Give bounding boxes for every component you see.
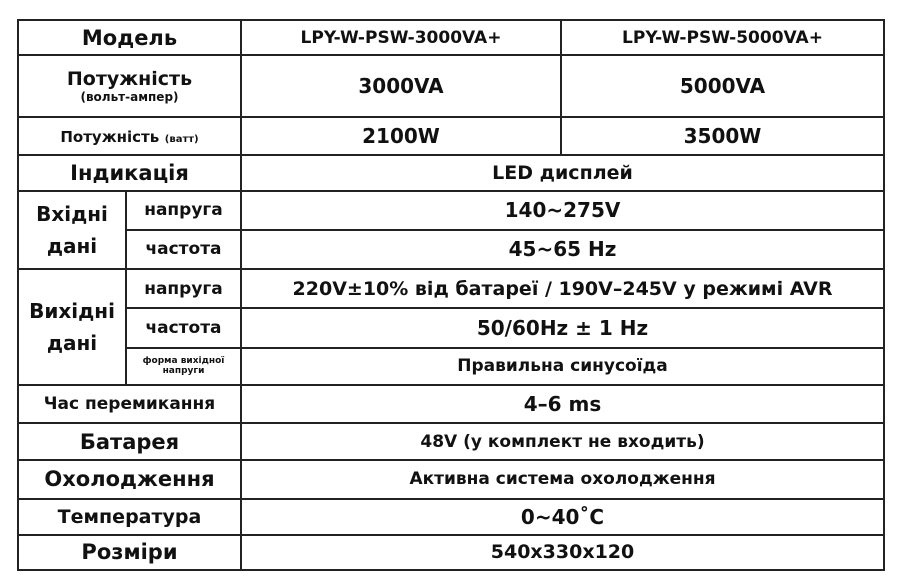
model-a: LPY-W-PSW-3000VA+ (241, 20, 561, 55)
table-row (18, 460, 884, 498)
indication-value: LED дисплей (241, 155, 884, 190)
output-frequency-label: частота (126, 308, 241, 347)
output-label-line1: Вихідні (29, 298, 115, 323)
output-label (18, 269, 126, 385)
table-row (18, 269, 884, 308)
table-row (18, 191, 884, 230)
table-row (18, 55, 884, 117)
table-row (18, 499, 884, 535)
cooling-value: Активна система охолодження (241, 460, 884, 498)
power-w-a: 2100W (241, 117, 561, 155)
switch-time-label: Час перемикання (18, 385, 241, 423)
spec-table (17, 19, 885, 571)
table-row (18, 423, 884, 460)
power-va-sublabel: (вольт-ампер) (80, 90, 179, 105)
temperature-label: Температура (18, 499, 241, 535)
table-row (18, 155, 884, 190)
power-va-a: 3000VA (241, 55, 561, 117)
power-w-b: 3500W (561, 117, 884, 155)
table-row (18, 117, 884, 155)
input-label (18, 191, 126, 270)
battery-label: Батарея (18, 423, 241, 460)
indication-label: Індикація (18, 155, 241, 190)
power-va-label-cell (18, 55, 241, 117)
power-va-label: Потужність (66, 68, 193, 91)
input-frequency-value: 45~65 Hz (241, 230, 884, 269)
table-row (18, 348, 884, 385)
output-voltage-value: 220V±10% від батареї / 190V–245V у режимі AVR (241, 269, 884, 308)
power-w-sublabel: (ватт) (164, 133, 199, 145)
table-row (18, 230, 884, 269)
output-frequency-value: 50/60Hz ± 1 Hz (241, 308, 884, 347)
model-label: Модель (18, 20, 241, 55)
power-va-b: 5000VA (561, 55, 884, 117)
battery-value: 48V (у комплект не входить) (241, 423, 884, 460)
power-w-label: Потужність (60, 127, 160, 146)
input-label-line2: дані (46, 233, 98, 258)
dimensions-label: Розміри (18, 535, 241, 570)
dimensions-value: 540x330x120 (241, 535, 884, 570)
input-label-line1: Вхідні (36, 201, 108, 226)
power-w-label-cell (18, 117, 241, 155)
table-row (18, 20, 884, 55)
cooling-label: Охолодження (18, 460, 241, 498)
table-row (18, 308, 884, 347)
output-voltage-label: напруга (126, 269, 241, 308)
table-row (18, 535, 884, 570)
table-row (18, 385, 884, 423)
output-label-line2: дані (46, 330, 98, 355)
output-waveform-label: форма вихідної напруги (126, 348, 241, 385)
input-voltage-label: напруга (126, 191, 241, 230)
temperature-value: 0~40˚C (241, 499, 884, 535)
input-voltage-value: 140~275V (241, 191, 884, 230)
model-b: LPY-W-PSW-5000VA+ (561, 20, 884, 55)
output-waveform-value: Правильна синусоїда (241, 348, 884, 385)
input-frequency-label: частота (126, 230, 241, 269)
switch-time-value: 4–6 ms (241, 385, 884, 423)
